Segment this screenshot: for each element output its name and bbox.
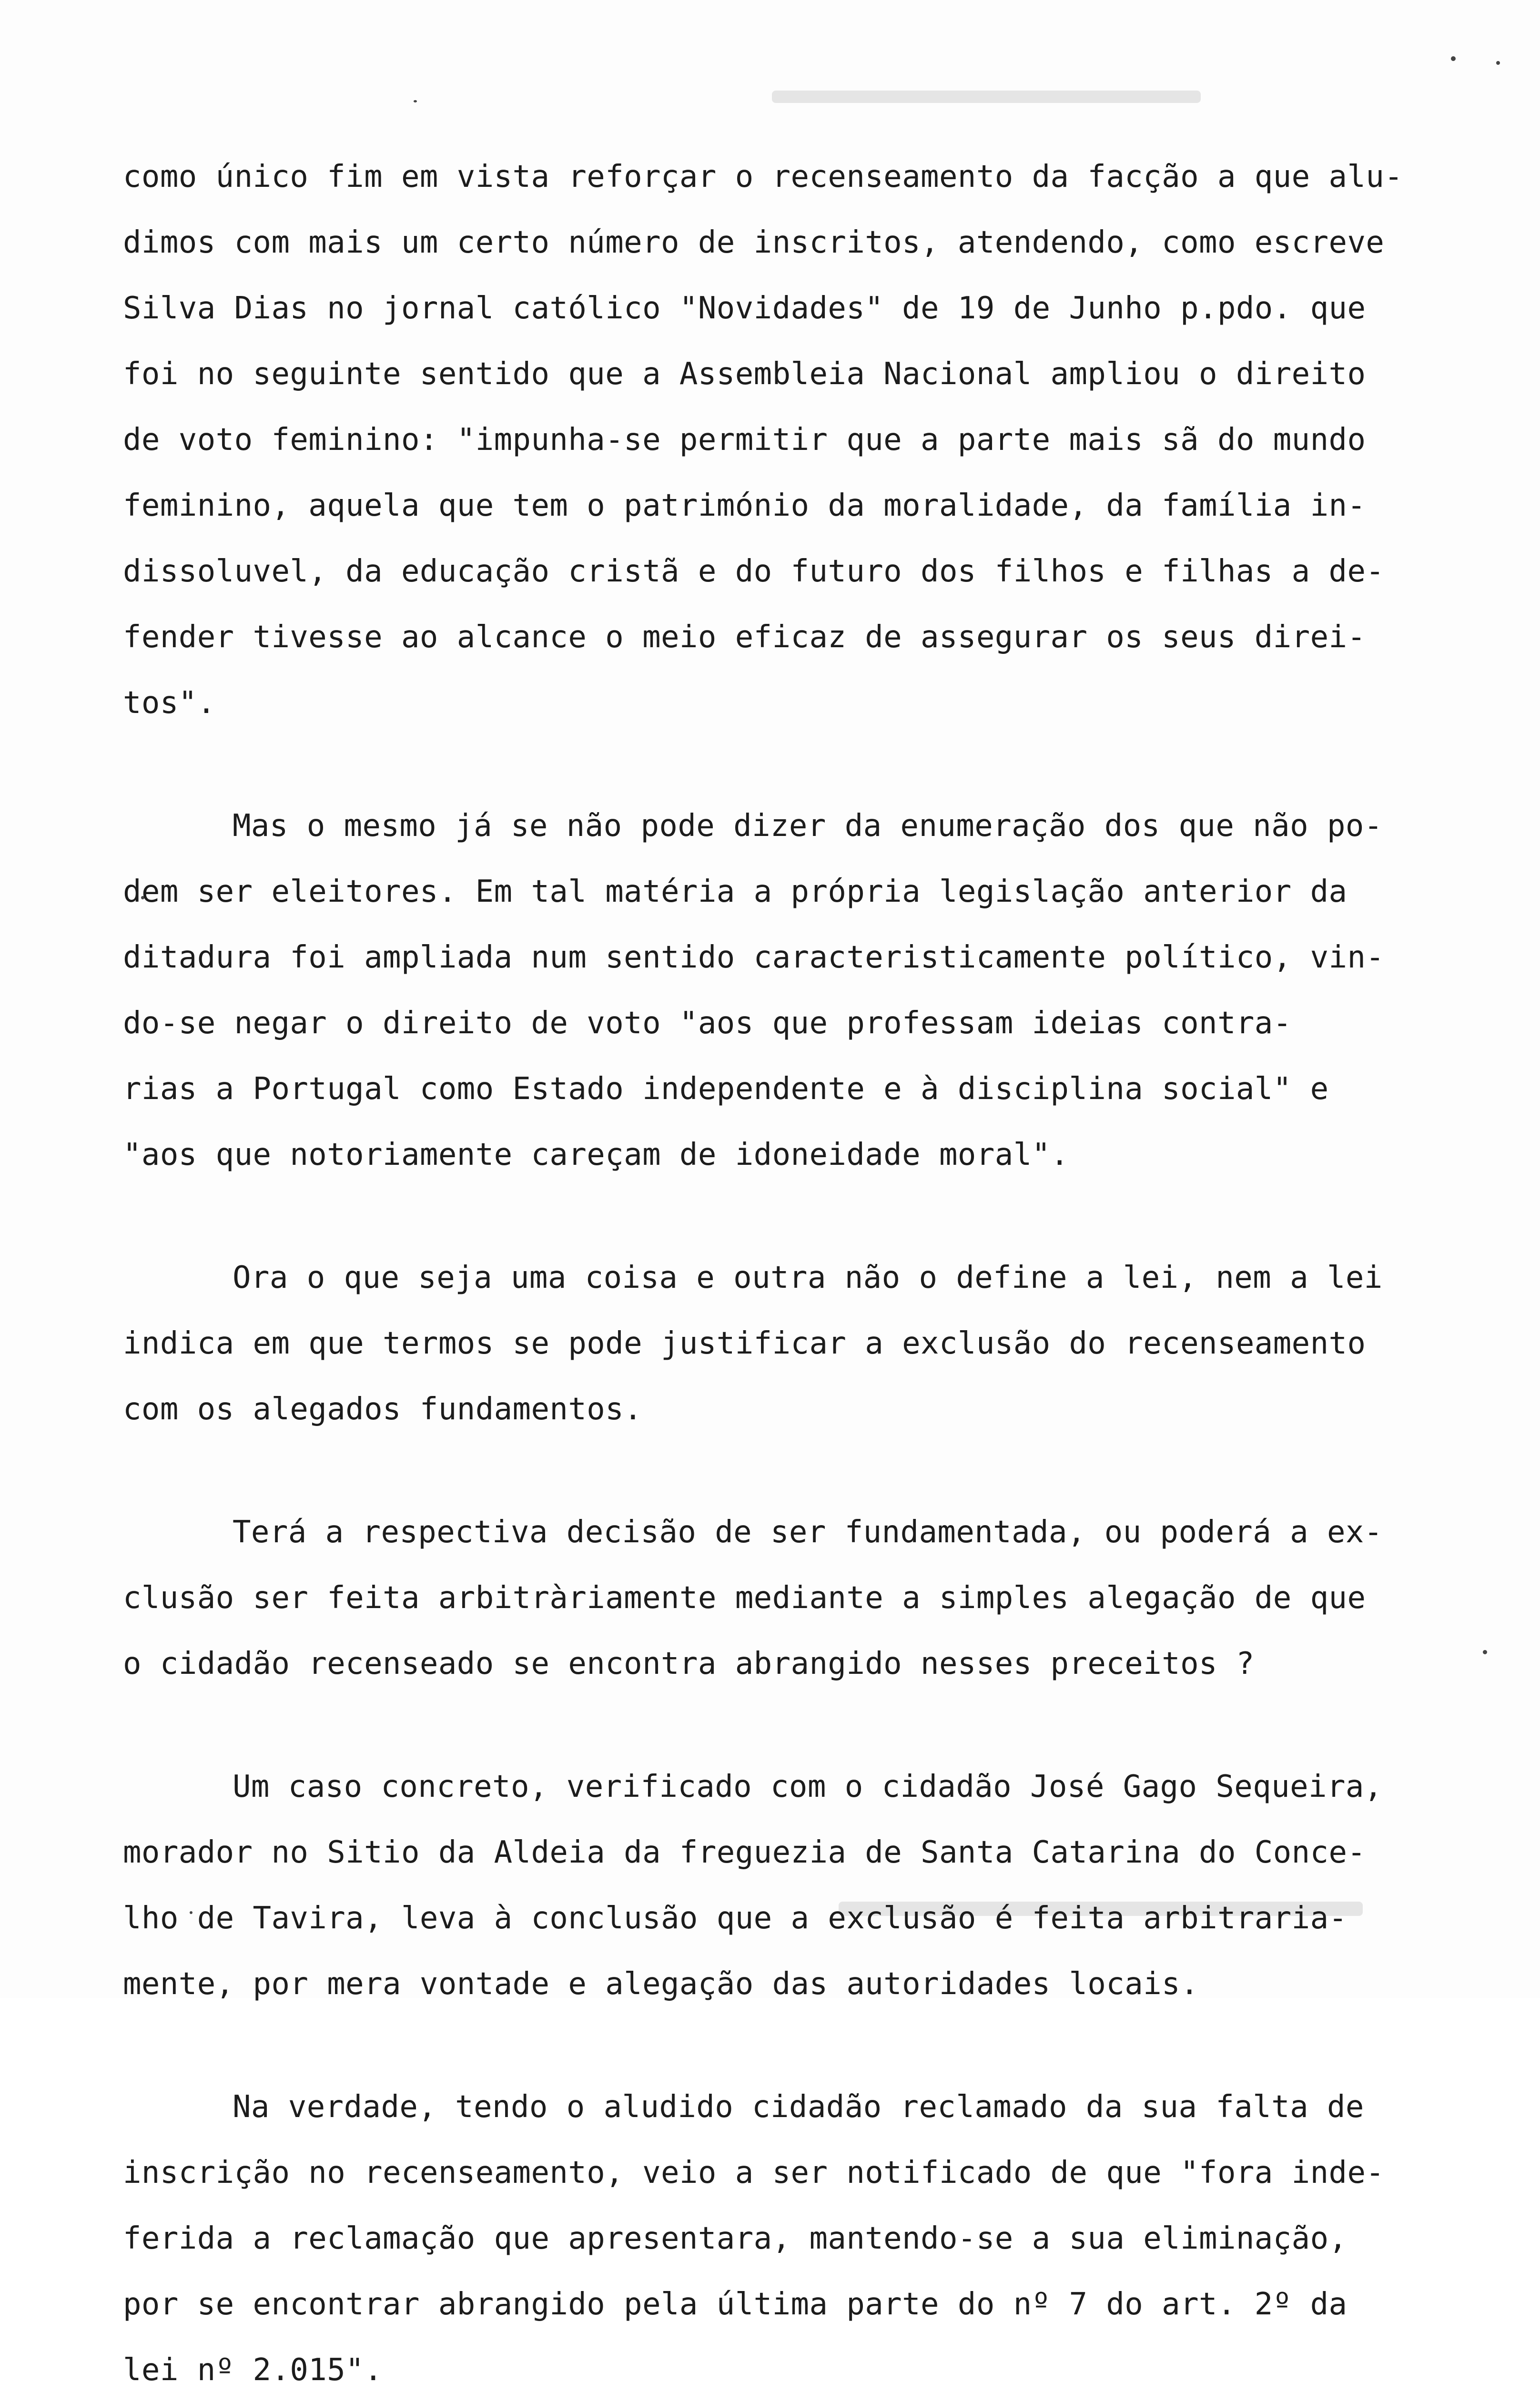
text-line: morador no Sitio da Aldeia da freguezia de Santa Catarina do Conce- (123, 1835, 1366, 1870)
text-line: Terá a respectiva decisão de ser fundamentada, ou poderá a ex- (233, 1515, 1383, 1550)
paragraph-2 (123, 777, 1438, 1204)
text-line: lei nº 2.015". (123, 2352, 383, 2383)
paragraph-5 (123, 1738, 1438, 2034)
paragraph-4 (123, 1483, 1438, 1713)
text-line: indica em que termos se pode justificar a exclusão do recenseamento (123, 1326, 1366, 1361)
text-line: clusão ser feita arbitràriamente mediante a simples alegação de que (123, 1580, 1366, 1616)
scan-speck (1451, 56, 1456, 61)
text-line: rias a Portugal como Estado independente e à disciplina social" e (123, 1071, 1329, 1107)
text-line: o cidadão recenseado se encontra abrangido nesses preceitos ? (123, 1646, 1255, 1681)
text-line: Mas o mesmo já se não pode dizer da enumeração dos que não po- (233, 808, 1383, 844)
text-line: feminino, aquela que tem o património da moralidade, da família in- (123, 488, 1366, 523)
text-line: como único fim em vista reforçar o recenseamento da facção a que alu- (123, 159, 1403, 194)
text-line: ferida a reclamação que apresentara, mantendo-se a sua eliminação, (123, 2221, 1348, 2256)
text-line: Ora o que seja uma coisa e outra não o define a lei, nem a lei (233, 1260, 1383, 1295)
paragraph-3 (123, 1229, 1438, 1459)
text-line: mente, por mera vontade e alegação das autoridades locais. (123, 1966, 1199, 2002)
text-line: dem ser eleitores. Em tal matéria a própria legislação anterior da (123, 874, 1348, 909)
text-line: ditadura foi ampliada num sentido caracteristicamente político, vin- (123, 940, 1385, 975)
text-line: lho de Tavira, leva à conclusão que a exclusão é feita arbitraria- (123, 1901, 1348, 1936)
text-line: Silva Dias no jornal católico "Novidades" de 19 de Junho p.pdo. que (123, 291, 1366, 326)
document-body (123, 128, 1438, 2383)
text-line: por se encontrar abrangido pela última parte do nº 7 do art. 2º da (123, 2287, 1348, 2322)
text-line: fender tivesse ao alcance o meio eficaz de assegurar os seus direi- (123, 620, 1366, 655)
text-line: de voto feminino: "impunha-se permitir que a parte mais sã do mundo (123, 422, 1366, 458)
scan-speck (1496, 61, 1500, 65)
text-line: "aos que notoriamente careçam de idoneidade moral". (123, 1137, 1069, 1172)
text-line: Um caso concreto, verificado com o cidadão José Gago Sequeira, (233, 1769, 1383, 1804)
text-line: dissoluvel, da educação cristã e do futuro dos filhos e filhas a de- (123, 554, 1385, 589)
scan-speck (1483, 1650, 1487, 1654)
text-line: do-se negar o direito de voto "aos que professam ideias contra- (123, 1006, 1292, 1041)
paragraph-6 (123, 2058, 1438, 2383)
text-line: dimos com mais um certo número de inscritos, atendendo, como escreve (123, 225, 1385, 260)
text-line: com os alegados fundamentos. (123, 1392, 643, 1427)
text-line: inscrição no recenseamento, veio a ser notificado de que "fora inde- (123, 2155, 1385, 2190)
scan-smudge (772, 91, 1201, 103)
text-line: foi no seguinte sentido que a Assembleia Nacional ampliou o direito (123, 356, 1366, 392)
text-line: Na verdade, tendo o aludido cidadão reclamado da sua falta de (233, 2089, 1364, 2125)
paragraph-1 (123, 128, 1438, 753)
scan-speck (414, 100, 417, 102)
text-line: tos". (123, 685, 216, 721)
